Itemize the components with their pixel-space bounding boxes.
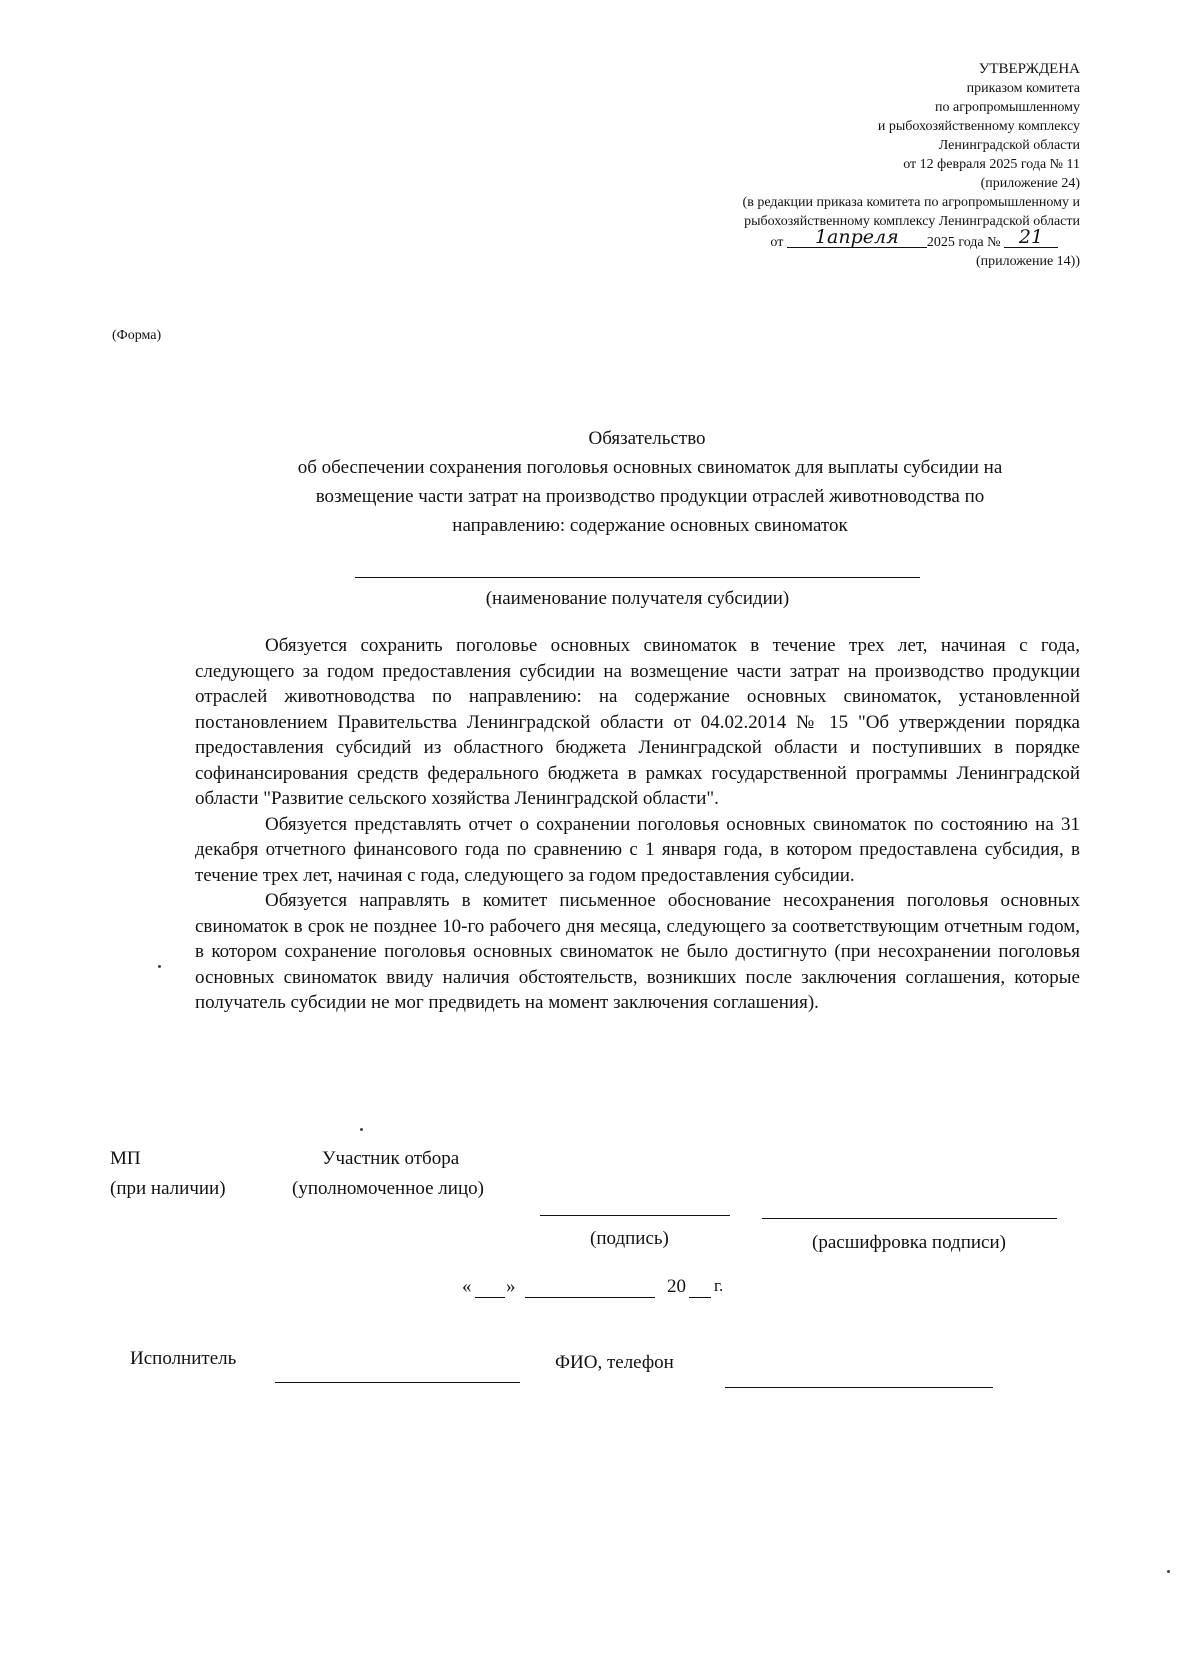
document-title [200,424,1100,540]
edition-date-line [560,226,1058,252]
signature-caption: (подпись) [590,1228,669,1249]
seal-note: (при наличии) [110,1178,226,1199]
body-paragraph: Обязуется представлять отчет о сохранении поголовья основных свиноматок по состоянию на 31 декабря отчетного финансового года по сравнению с 1 января года, в котором предоставлена субсидия, в течение трех лет, начиная с года, следующего за годом предоставления субсидии. [195,813,1080,886]
participant-label: Участник отбора [322,1148,460,1169]
approval-title: УТВЕРЖДЕНА [978,61,1080,77]
signature-decode-caption: (расшифровка подписи) [812,1232,1006,1253]
body-paragraph: Обязуется направлять в комитет письменное обоснование несохранения поголовья основных свиноматок в срок не позднее 10-го рабочего дня месяца, следующего за соответствующим отчетным годом, в котором сохранение поголовья основных свиноматок не было достигнуто (при несохранении поголовья основных свиноматок ввиду наличия обстоятельств, возникших после заключения соглашения, которые получатель субсидии не мог предвидеть на момент заключения соглашения). [195,890,1080,1013]
signature-line [540,1215,730,1216]
approval-line: Ленинградской области [938,138,1080,153]
participant-note: (уполномоченное лицо) [292,1178,484,1199]
date-year-line [689,1297,711,1298]
executor-label: Исполнитель [130,1348,237,1369]
scan-speck [360,1128,363,1131]
date-year-suffix: г. [714,1276,724,1295]
fio-phone-line [725,1387,993,1388]
date-open-quote: « [462,1276,472,1297]
approval-line: по агропромышленному [935,100,1080,115]
approval-line: приказом комитета [966,81,1080,96]
date-close-quote: » [506,1276,516,1297]
approval-line: и рыбохозяйственному комплексу [877,119,1080,134]
edition-line: (в редакции приказа комитета по агропромышленному и [742,195,1080,210]
handwritten-date: 1апреля [787,228,927,248]
date-day-line [475,1297,505,1298]
executor-line [275,1382,520,1383]
title-heading: Обязательство [588,428,706,449]
title-line: направлению: содержание основных свиноматок [452,515,848,536]
edition-line: рыбохозяйственному комплексу Ленинградской области [744,214,1080,229]
recipient-name-line [355,577,920,578]
recipient-caption: (наименование получателя субсидии) [485,588,790,609]
edition-appendix: (приложение 14)) [975,254,1080,269]
body-paragraph: Обязуется сохранить поголовье основных свиноматок в течение трех лет, начиная с года, следующего за годом предоставления субсидии на возмещение части затрат на производство продукции отраслей животноводства по направлению: на содержание основных свиноматок, установленной постановлением Правительства Ленинградской области от 04.02.2014 № 15 "Об утверждении порядка предоставления субсидий из областного бюджета Ленинградской области и поступивших в порядке софинансирования средств федерального бюджета в рамках государственной программы Ленинградской области "Развитие сельского хозяйства Ленинградской области". [195,635,1080,809]
from-prefix: от [770,235,784,250]
document-body [195,633,1080,1016]
signature-decode-line [762,1218,1057,1219]
approval-block [560,60,1080,271]
approval-date-line: от 12 февраля 2025 года № 11 [903,157,1080,172]
fio-phone-label: ФИО, телефон [555,1352,674,1373]
approval-appendix: (приложение 24) [980,176,1080,191]
seal-label: МП [110,1148,141,1169]
title-line: возмещение части затрат на производство продукции отраслей животноводства по [315,486,985,507]
handwritten-number: 21 [1004,228,1058,248]
form-label: (Форма) [112,328,162,343]
date-year-prefix: 20 [667,1276,686,1297]
scan-speck [1167,1570,1170,1573]
edition-year: 2025 года № [926,235,1001,250]
title-line: об обеспечении сохранения поголовья основных свиноматок для выплаты субсидии на [297,457,1003,478]
date-month-line [525,1297,655,1298]
scan-speck [158,965,161,968]
